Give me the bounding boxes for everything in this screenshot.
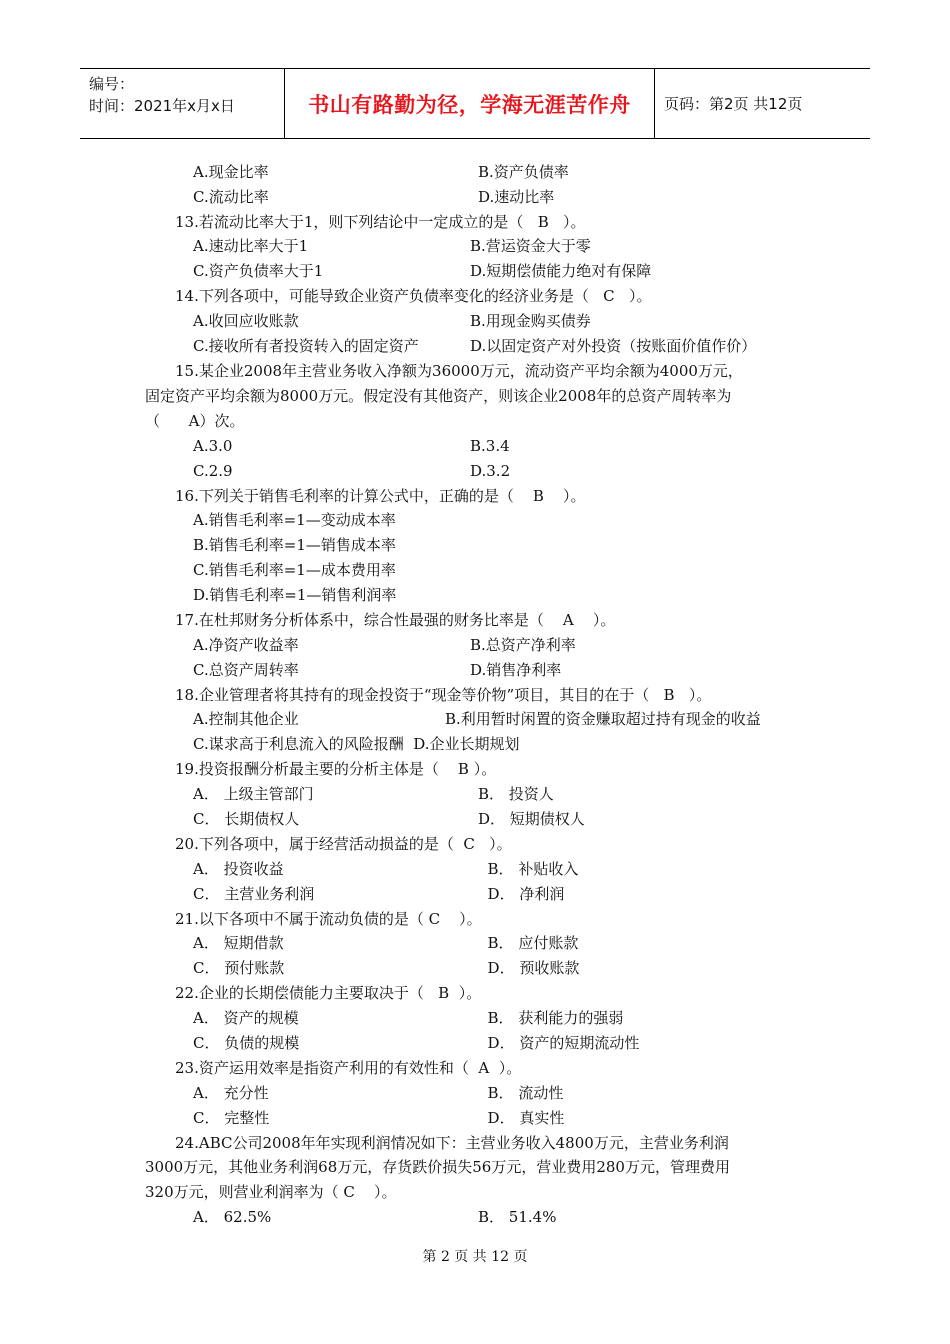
question-text: （ A）次。 bbox=[145, 412, 245, 430]
answer-option: A.净资产收益率 bbox=[193, 636, 299, 654]
question-text: 15.某企业2008年主营业务收入净额为36000万元，流动资产平均余额为4000万元， bbox=[175, 362, 743, 380]
answer-option: C.接收所有者投资转入的固定资产 bbox=[193, 337, 419, 355]
answer-option: D． 净利润 bbox=[478, 885, 565, 903]
question-text: 22.企业的长期偿债能力主要取决于（ B ）。 bbox=[175, 984, 482, 1002]
answer-option: A． 短期借款 bbox=[193, 934, 284, 952]
answer-option: B.利用暂时闲置的资金赚取超过持有现金的收益 bbox=[445, 710, 761, 728]
answer-option: B.资产负债率 bbox=[478, 163, 569, 181]
answer-option: D.以固定资产对外投资（按账面价值作价） bbox=[470, 337, 757, 355]
answer-option: B． 获利能力的强弱 bbox=[478, 1009, 624, 1027]
answer-option: A.3.0 bbox=[193, 437, 233, 455]
answer-option: C.流动比率 bbox=[193, 188, 269, 206]
question-text: 17.在杜邦财务分析体系中，综合性最强的财务比率是（ A ）。 bbox=[175, 611, 616, 629]
answer-option: A． 上级主管部门 bbox=[193, 785, 314, 803]
question-text: 24.ABC公司2008年年实现利润情况如下：主营业务收入4800万元，主营业务利润 bbox=[175, 1134, 729, 1152]
answer-option: A． 充分性 bbox=[193, 1084, 269, 1102]
answer-option: B.销售毛利率=1—销售成本率 bbox=[193, 536, 396, 554]
answer-option: B.用现金购买债券 bbox=[470, 312, 591, 330]
page-header bbox=[80, 68, 870, 139]
answer-option: D． 短期债权人 bbox=[478, 810, 585, 828]
answer-option: C． 主营业务利润 bbox=[193, 885, 315, 903]
question-text: 3000万元，其他业务利润68万元，存货跌价损失56万元，营业费用280万元，管理费用 bbox=[145, 1158, 730, 1176]
answer-option: A． 资产的规模 bbox=[193, 1009, 299, 1027]
answer-option: A.速动比率大于1 bbox=[193, 237, 309, 255]
answer-option: C.总资产周转率 bbox=[193, 661, 299, 679]
answer-option: C． 负债的规模 bbox=[193, 1034, 300, 1052]
answer-option: A.收回应收账款 bbox=[193, 312, 299, 330]
answer-option: C． 预付账款 bbox=[193, 959, 285, 977]
answer-option: D.销售净利率 bbox=[470, 661, 562, 679]
answer-option: C.资产负债率大于1 bbox=[193, 262, 324, 280]
question-text: 320万元，则营业利润率为（ C ）。 bbox=[145, 1183, 397, 1201]
answer-option: C.谋求高于利息流入的风险报酬 D.企业长期规划 bbox=[193, 735, 520, 753]
answer-option: C.销售毛利率=1—成本费用率 bbox=[193, 561, 396, 579]
answer-option: D.短期偿债能力绝对有保障 bbox=[470, 262, 652, 280]
answer-option: D.速动比率 bbox=[478, 188, 555, 206]
answer-option: D． 预收账款 bbox=[478, 959, 580, 977]
question-text: 19.投资报酬分析最主要的分析主体是（ B ）。 bbox=[175, 760, 497, 778]
question-text: 16.下列关于销售毛利率的计算公式中，正确的是（ B ）。 bbox=[175, 487, 586, 505]
answer-option: C.2.9 bbox=[193, 462, 233, 480]
answer-option: B． 补贴收入 bbox=[478, 860, 579, 878]
answer-option: D． 真实性 bbox=[478, 1109, 565, 1127]
question-text: 13.若流动比率大于1，则下列结论中一定成立的是（ B ）。 bbox=[175, 213, 586, 231]
answer-option: C． 长期债权人 bbox=[193, 810, 300, 828]
answer-option: A.现金比率 bbox=[193, 163, 269, 181]
document-time-label: 时间：2021年x月x日 bbox=[89, 97, 235, 115]
answer-option: D.3.2 bbox=[470, 462, 511, 480]
question-text: 固定资产平均余额为8000万元。假定没有其他资产，则该企业2008年的总资产周转率为 bbox=[145, 387, 732, 405]
answer-option: A． 62.5% bbox=[193, 1208, 272, 1226]
question-text: 14.下列各项中，可能导致企业资产负债率变化的经济业务是（ C ）。 bbox=[175, 287, 652, 305]
document-number-label: 编号： bbox=[89, 75, 135, 93]
question-text: 23.资产运用效率是指资产利用的有效性和（ A ）。 bbox=[175, 1059, 522, 1077]
page-footer: 第 2 页 共 12 页 bbox=[422, 1249, 528, 1265]
answer-option: A.控制其他企业 bbox=[193, 710, 299, 728]
answer-option: A.销售毛利率=1—变动成本率 bbox=[193, 511, 396, 529]
header-motto: 书山有路勤为径，学海无涯苦作舟 bbox=[284, 69, 655, 138]
answer-option: B． 流动性 bbox=[478, 1084, 564, 1102]
header-info-cell bbox=[80, 69, 284, 138]
answer-option: B． 51.4% bbox=[478, 1208, 557, 1226]
answer-option: D.销售毛利率=1—销售利润率 bbox=[193, 586, 397, 604]
answer-option: B.3.4 bbox=[470, 437, 510, 455]
answer-option: B.营运资金大于零 bbox=[470, 237, 591, 255]
header-page-number: 页码：第2页 共12页 bbox=[664, 95, 803, 113]
answer-option: C． 完整性 bbox=[193, 1109, 270, 1127]
answer-option: B.总资产净利率 bbox=[470, 636, 576, 654]
answer-option: A． 投资收益 bbox=[193, 860, 284, 878]
answer-option: B． 应付账款 bbox=[478, 934, 579, 952]
question-text: 18.企业管理者将其持有的现金投资于“现金等价物”项目，其目的在于（ B ）。 bbox=[175, 686, 712, 704]
answer-option: B． 投资人 bbox=[478, 785, 554, 803]
answer-option: D． 资产的短期流动性 bbox=[478, 1034, 640, 1052]
question-text: 21.以下各项中不属于流动负债的是（ C ）。 bbox=[175, 910, 482, 928]
question-text: 20.下列各项中，属于经营活动损益的是（ C ）。 bbox=[175, 835, 512, 853]
